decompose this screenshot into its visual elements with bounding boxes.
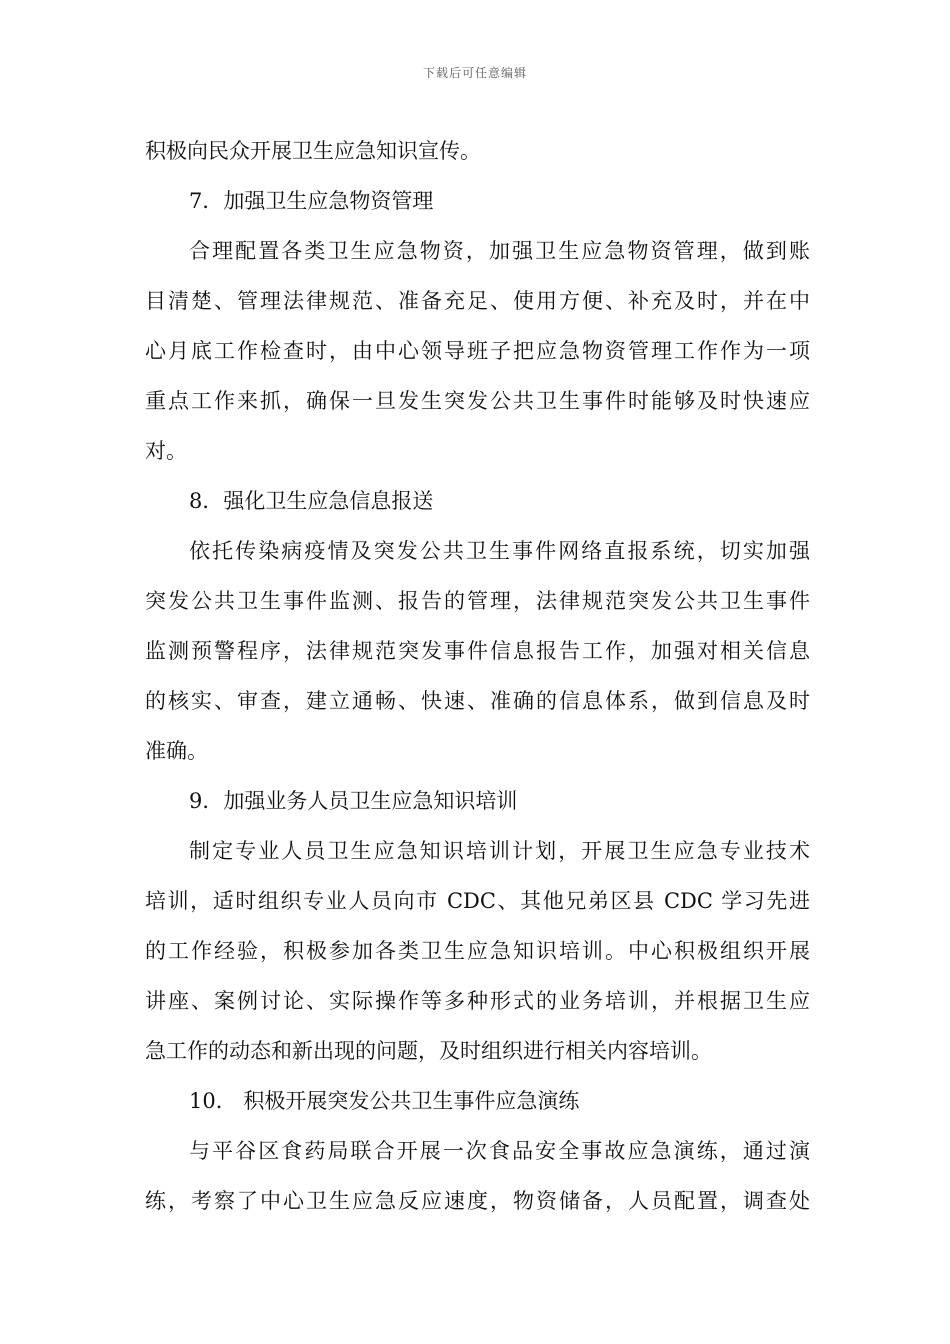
section-heading: 10． 积极开展突发公共卫生事件应急演练: [189, 1089, 580, 1113]
paragraph-line: 重点工作来抓，确保一旦发生突发公共卫生事件时能够及时快速应: [145, 389, 810, 413]
page-header: 下载后可任意编辑: [422, 66, 527, 80]
paragraph-line: 积极向民众开展卫生应急知识宣传。: [145, 139, 481, 163]
paragraph-line: 讲座、案例讨论、实际操作等多种形式的业务培训，并根据卫生应: [145, 989, 810, 1013]
paragraph-line: 合理配置各类卫生应急物资，加强卫生应急物资管理，做到账: [189, 239, 810, 263]
paragraph-line: 监测预警程序，法律规范突发事件信息报告工作，加强对相关信息: [145, 639, 810, 663]
paragraph-line: 的工作经验，积极参加各类卫生应急知识培训。中心积极组织开展: [145, 939, 810, 963]
paragraph-line: 目清楚、管理法律规范、准备充足、使用方便、补充及时，并在中: [145, 289, 810, 313]
paragraph-line: 心月底工作检查时，由中心领导班子把应急物资管理工作作为一项: [145, 339, 810, 363]
section-heading: 9．加强业务人员卫生应急知识培训: [189, 789, 518, 813]
section-heading: 7．加强卫生应急物资管理: [189, 189, 434, 213]
paragraph-line: 练，考察了中心卫生应急反应速度，物资储备，人员配置，调查处: [145, 1189, 810, 1213]
document-body: [145, 126, 810, 1226]
paragraph-line: 突发公共卫生事件监测、报告的管理，法律规范突发公共卫生事件: [145, 589, 810, 613]
paragraph-line: 制定专业人员卫生应急知识培训计划，开展卫生应急专业技术: [189, 839, 810, 863]
paragraph-line: 与平谷区食药局联合开展一次食品安全事故应急演练，通过演: [189, 1139, 810, 1163]
paragraph-line: 对。: [145, 439, 187, 463]
paragraph-line: 培训，适时组织专业人员向市 CDC、其他兄弟区县 CDC 学习先进: [145, 889, 810, 913]
paragraph-line: 的核实、审查，建立通畅、快速、准确的信息体系，做到信息及时: [145, 689, 810, 713]
paragraph-line: 急工作的动态和新出现的问题，及时组织进行相关内容培训。: [145, 1039, 712, 1063]
paragraph-line: 依托传染病疫情及突发公共卫生事件网络直报系统，切实加强: [189, 539, 810, 563]
paragraph-line: 准确。: [145, 739, 208, 763]
section-heading: 8．强化卫生应急信息报送: [189, 489, 434, 513]
